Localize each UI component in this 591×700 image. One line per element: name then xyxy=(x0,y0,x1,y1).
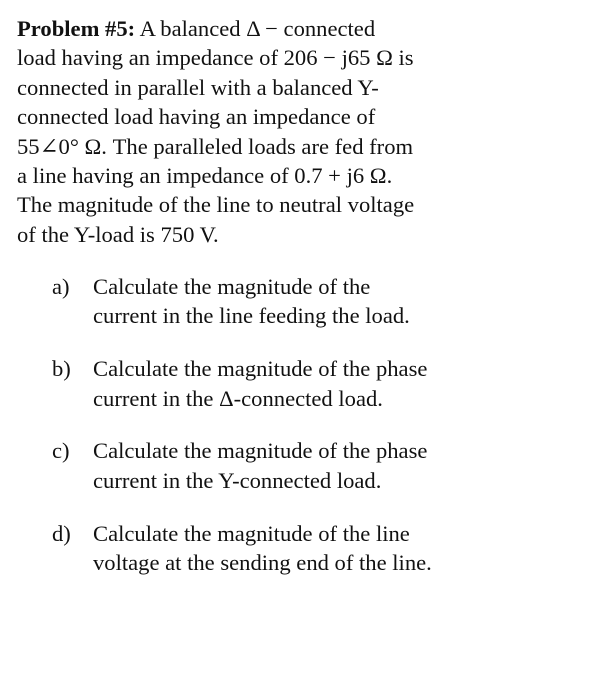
question-part-a xyxy=(52,272,572,331)
problem-line-6: a line having an impedance of 0.7 + j6 Ω. xyxy=(17,163,393,189)
part-text-line: voltage at the sending end of the line. xyxy=(93,550,432,576)
part-text xyxy=(93,436,572,495)
part-letter: a) xyxy=(52,274,70,299)
question-part-b xyxy=(52,354,572,413)
part-text xyxy=(93,272,572,331)
problem-line-4: connected load having an impedance of xyxy=(17,104,376,130)
part-text-line: current in the Δ-connected load. xyxy=(93,385,383,411)
question-part-c xyxy=(52,436,572,495)
part-text xyxy=(93,354,572,413)
question-parts-list xyxy=(52,272,572,601)
problem-label: Problem #5: xyxy=(17,16,136,41)
part-letter: c) xyxy=(52,438,70,464)
problem-line-5: 55∠0° Ω. The paralleled loads are fed from xyxy=(17,133,414,159)
part-text-line: Calculate the magnitude of the phase xyxy=(93,356,428,382)
problem-text: A balanced Δ − connected xyxy=(135,16,376,41)
problem-statement xyxy=(17,14,537,249)
problem-line-1 xyxy=(17,14,537,43)
part-text-line: current in the line feeding the load. xyxy=(93,303,410,329)
part-text-line: Calculate the magnitude of the phase xyxy=(93,438,428,464)
problem-line-7: The magnitude of the line to neutral voltage xyxy=(17,192,415,218)
part-text-line: current in the Y-connected load. xyxy=(93,467,382,493)
part-text-line: Calculate the magnitude of the line xyxy=(93,520,410,546)
question-part-d xyxy=(52,519,572,578)
problem-line-3: connected in parallel with a balanced Y- xyxy=(17,74,379,100)
problem-line-2: load having an impedance of 206 − j65 Ω is xyxy=(17,45,414,71)
part-text xyxy=(93,519,572,578)
part-letter: b) xyxy=(52,356,71,382)
part-letter: d) xyxy=(52,520,71,546)
part-text-line: Calculate the magnitude of the xyxy=(93,274,371,299)
problem-line-8: of the Y-load is 750 V. xyxy=(17,221,219,247)
